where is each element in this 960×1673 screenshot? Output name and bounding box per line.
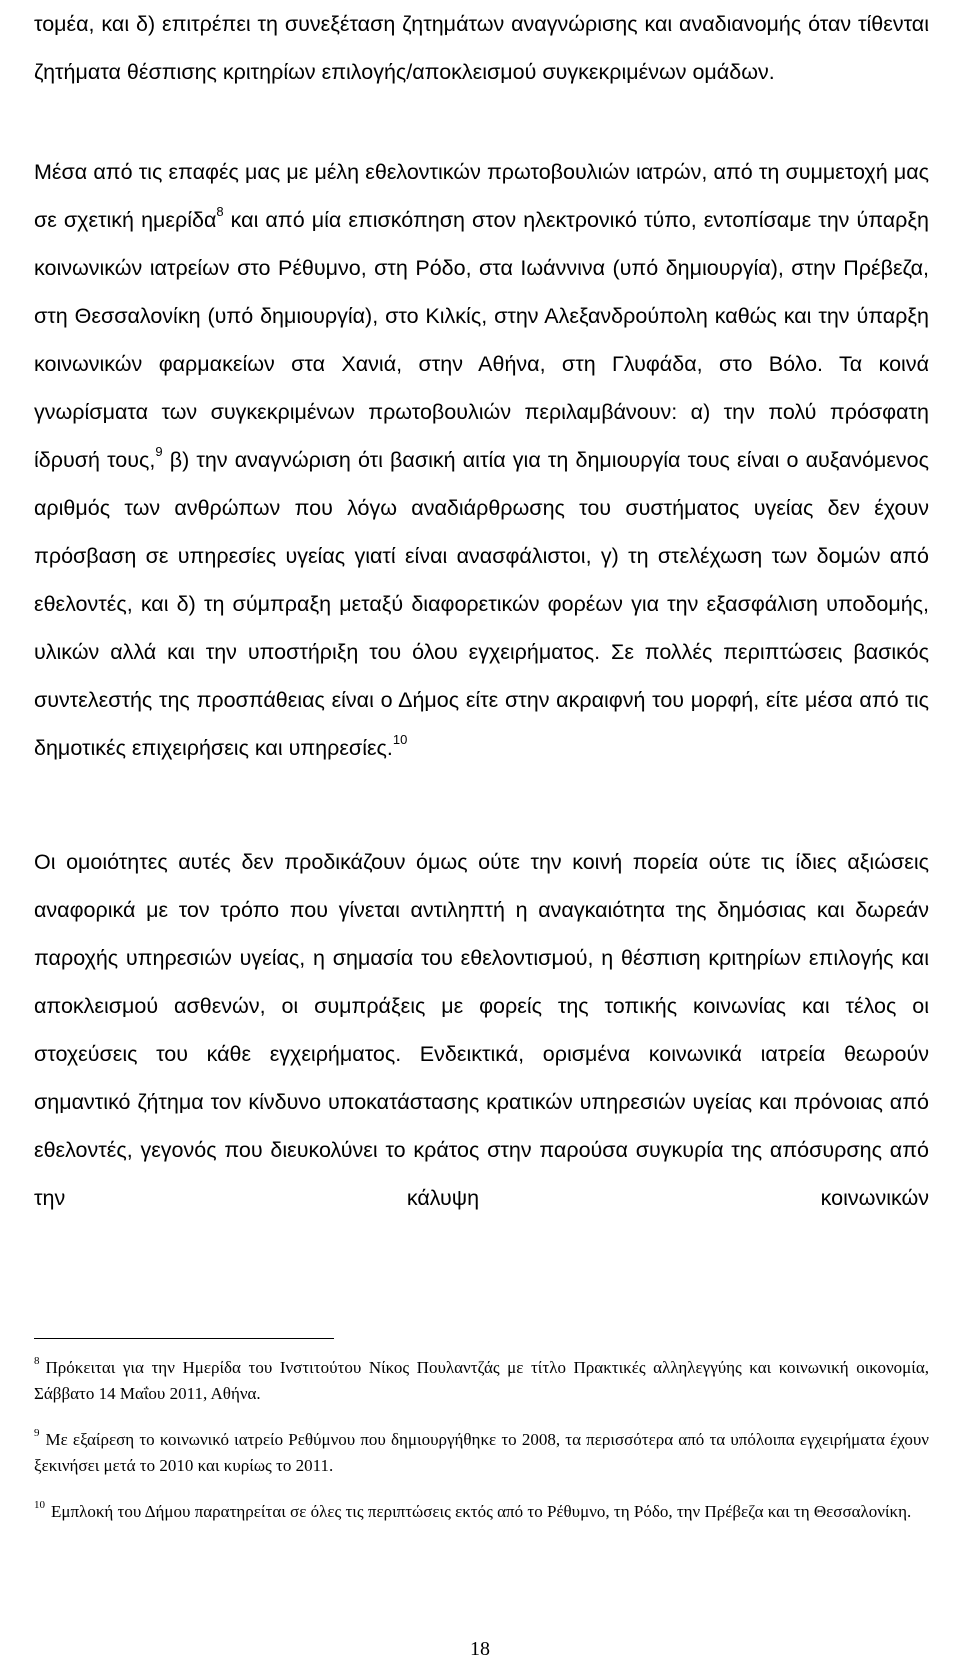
footnote-number: 8 [34,1355,40,1367]
paragraph-2-text-c: β) την αναγνώριση ότι βασική αιτία για τη δημιουργία τους είναι ο αυξανόμενος αριθμός των ανθρώπων που λόγω αναδιάρθρωσης του συστήματος υγείας δεν έχουν πρόσβαση σε υπηρεσίες υγείας γιατί είναι ανασφάλιστοι, γ) τη στελέχωση των δομών από εθελοντές, και δ) τη σύμπραξη μεταξύ διαφορετικών φορέων για την εξασφάλιση υποδομής, υλικών αλλά και την υποστήριξη του όλου εγχειρήματος. Σε πολλές περιπτώσεις βασικός συντελεστής της προσπάθειας είναι ο Δήμος είτε στην ακραιφνή του μορφή, είτε μέσα από τις δημοτικές επιχειρήσεις και υπηρεσίες. [34,448,929,760]
footnote-ref-10[interactable]: 10 [392,732,408,747]
footnote-text: Με εξαίρεση το κοινωνικό ιατρείο Ρεθύμνου που δημιουργήθηκε το 2008, τα περισσότερα από τα υπόλοιπα εγχειρήματα έχουν ξεκινήσει μετά το 2010 και κυρίως το 2011. [34,1430,929,1475]
footnote-text: Εμπλοκή του Δήμου παρατηρείται σε όλες τις περιπτώσεις εκτός από το Ρέθυμνο, τη Ρόδο, την Πρέβεζα και τη Θεσσαλονίκη. [51,1502,912,1521]
paragraph-3: Οι ομοιότητες αυτές δεν προδικάζουν όμως ούτε την κοινή πορεία ούτε τις ίδιες αξιώσεις αναφορικά με τον τρόπο που γίνεται αντιληπτή η αναγκαιότητα της δημόσιας και δωρεάν παροχής υπηρεσιών υγείας, η σημασία του εθελοντισμού, η θέσπιση κριτηρίων επιλογής και αποκλεισμού ασθενών, οι συμπράξεις με φορείς της τοπικής κοινωνίας και τέλος οι στοχεύσεις του κάθε εγχειρήματος. Ενδεικτικά, ορισμένα κοινωνικά ιατρεία θεωρούν σημαντικό ζήτημα τον κίνδυνο υποκατάστασης κρατικών υπηρεσιών υγείας και πρόνοιας από εθελοντές, γεγονός που διευκολύνει το κράτος στην παρούσα συγκυρία της απόσυρσης από την κάλυψη κοινωνικών [34,850,929,1210]
paragraph-2-text-a: Μέσα από τις επαφές μας με μέλη εθελοντικών πρωτοβουλιών ιατρών, από τη συμμετοχή μας σε σχετική ημερίδα [34,160,929,232]
footnote-text: Πρόκειται για την Ημερίδα του Ινστιτούτου Νίκος Πουλαντζάς με τίτλο Πρακτικές αλληλεγγύης και κοινωνική οικονομία, Σάββατο 14 Μαΐου 2011, Αθήνα. [34,1358,929,1403]
footnote-10 [34,1499,929,1525]
footnote-9 [34,1427,929,1479]
paragraph-2-text-b: και από μία επισκόπηση στον ηλεκτρονικό τύπο, εντοπίσαμε την ύπαρξη κοινωνικών ιατρείων στο Ρέθυμνο, στη Ρόδο, στα Ιωάννινα (υπό δημιουργία), στην Πρέβεζα, στη Θεσσαλονίκη (υπό δημιουργία), στο Κιλκίς, στην Αλεξανδρούπολη καθώς και την ύπαρξη κοινωνικών φαρμακείων στα Χανιά, στην Αθήνα, στη Γλυφάδα, στο Βόλο. Τα κοινά γνωρίσματα των συγκεκριμένων πρωτοβουλιών περιλαμβάνουν: α) την πολύ πρόσφατη ίδρυσή τους, [34,208,929,472]
paragraph-1: τομέα, και δ) επιτρέπει τη συνεξέταση ζητημάτων αναγνώρισης και αναδιανομής όταν τίθενται ζητήματα θέσπισης κριτηρίων επιλογής/αποκλεισμού συγκεκριμένων ομάδων. [34,12,929,84]
footnote-ref-8[interactable]: 8 [216,204,224,219]
footnote-number: 10 [34,1499,45,1511]
footnote-8 [34,1355,929,1407]
footnotes [34,1355,929,1545]
paragraph-2 [34,148,929,772]
footnote-ref-9[interactable]: 9 [155,444,163,459]
page-number: 18 [470,1638,490,1660]
footnote-number: 9 [34,1427,40,1439]
footnote-separator [34,1338,334,1339]
